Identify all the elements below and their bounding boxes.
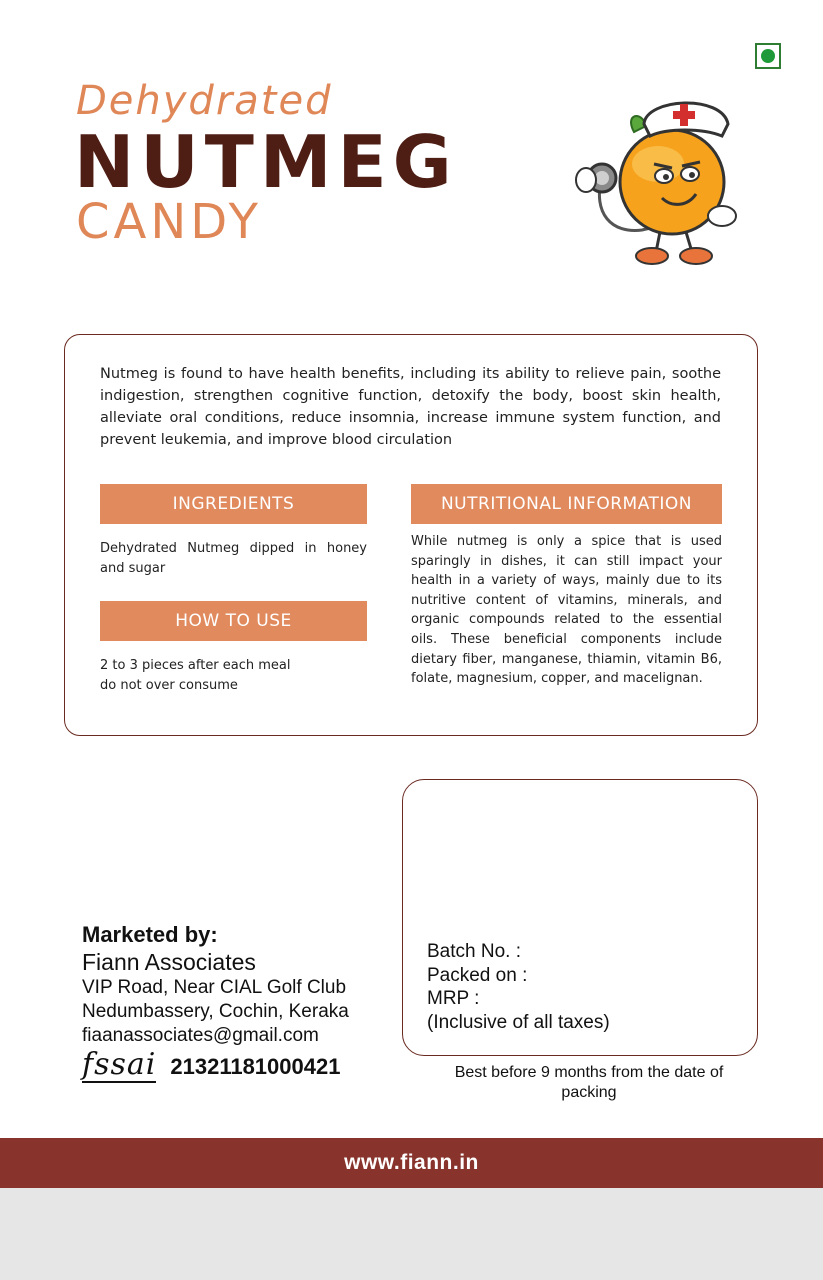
intro-paragraph: Nutmeg is found to have health benefits, including its ability to relieve pain, soothe indigestion, strengthen cognitive function, detoxify the body, boost skin health, alleviate oral conditions, reduce insomnia, increase immune system function, and prevent leukemia, and improve blood circulation bbox=[100, 366, 721, 448]
website-link[interactable]: www.fiann.in bbox=[344, 1151, 479, 1174]
batch-box bbox=[402, 779, 758, 1056]
marketer-address-2: Nedumbassery, Cochin, Keraka bbox=[82, 1001, 349, 1022]
footer-bar bbox=[0, 1138, 823, 1188]
taxes-label: (Inclusive of all taxes) bbox=[427, 1011, 610, 1033]
marketer-address-1: VIP Road, Near CIAL Golf Club bbox=[82, 977, 347, 998]
info-card bbox=[64, 334, 758, 736]
how-to-use-line-1: 2 to 3 pieces after each meal bbox=[100, 658, 291, 673]
how-to-use-text bbox=[100, 656, 367, 696]
marketer-block bbox=[82, 922, 349, 1048]
best-before-text: Best before 9 months from the date of packing bbox=[454, 1064, 724, 1101]
marketer-email: fiaanassociates@gmail.com bbox=[82, 1025, 319, 1046]
nutrition-heading: NUTRITIONAL INFORMATION bbox=[411, 484, 722, 524]
marketed-by-heading: Marketed by: bbox=[82, 922, 218, 947]
nutmeg-doctor-mascot-icon bbox=[572, 84, 772, 270]
ingredients-heading: INGREDIENTS bbox=[100, 484, 367, 524]
how-to-use-line-2: do not over consume bbox=[100, 678, 238, 693]
veg-dot bbox=[761, 49, 775, 63]
title-candy: CANDY bbox=[76, 194, 262, 250]
how-to-use-heading: HOW TO USE bbox=[100, 601, 367, 641]
mrp-label: MRP : bbox=[427, 988, 480, 1009]
title-nutmeg: NUTMEG bbox=[74, 120, 458, 204]
ingredients-text: Dehydrated Nutmeg dipped in honey and sugar bbox=[100, 541, 367, 576]
packed-on-label: Packed on : bbox=[427, 964, 528, 986]
batch-no-label: Batch No. : bbox=[427, 941, 521, 962]
fssai-block bbox=[82, 1047, 341, 1083]
fssai-logo-icon: fssai bbox=[82, 1047, 157, 1082]
title-dehydrated: Dehydrated bbox=[76, 78, 333, 124]
marketer-name: Fiann Associates bbox=[82, 949, 256, 975]
batch-lines bbox=[427, 940, 610, 1034]
nutrition-text: While nutmeg is only a spice that is used sparingly in dishes, it can still impact your health in a variety of ways, mainly due to its nutritive content of vitamins, minerals, and organic compounds related to the essential oils. These beneficial components include dietary fiber, manganese, thiamin, vitamin B6, folate, magnesium, copper, and macelignan. bbox=[411, 534, 722, 687]
fssai-number: 21321181000421 bbox=[170, 1053, 341, 1079]
veg-symbol-icon bbox=[755, 43, 781, 69]
